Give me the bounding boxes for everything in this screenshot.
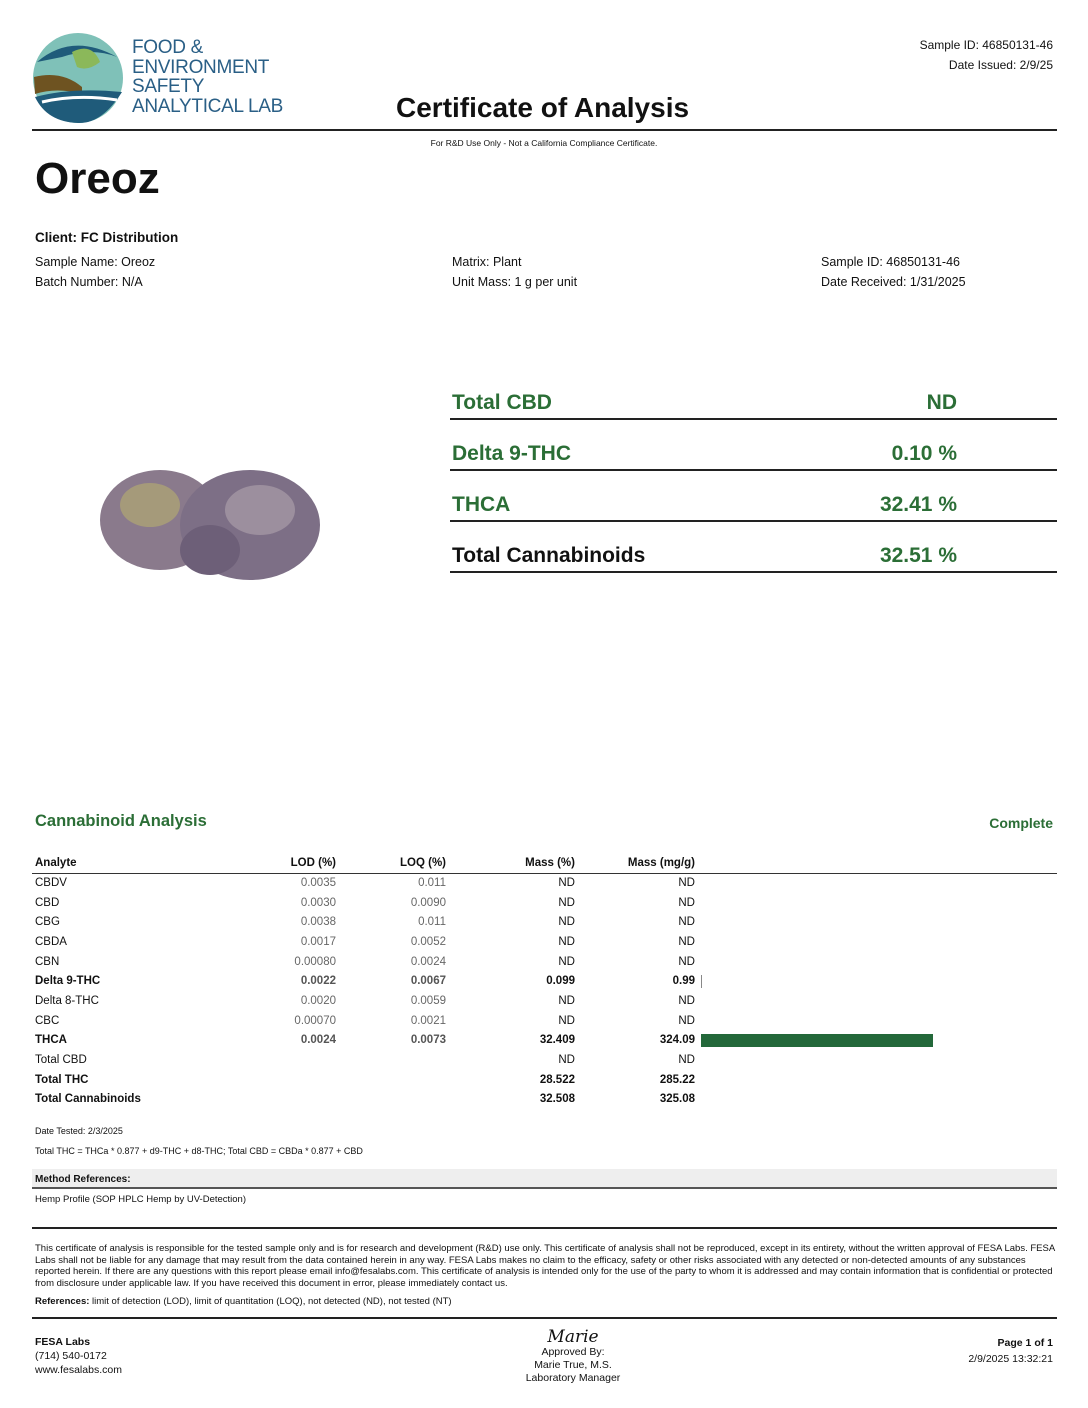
lod: 0.0030 — [300, 896, 336, 909]
analyte: Total THC — [35, 1073, 89, 1086]
loq: 0.0059 — [410, 994, 446, 1007]
analyte: CBDV — [35, 877, 67, 890]
lod: 0.0022 — [300, 975, 336, 988]
signature: Marie — [547, 1327, 599, 1347]
divider — [32, 1227, 1057, 1229]
analyte: Delta 9-THC — [35, 975, 101, 988]
disclaimer: This certificate of analysis is responsible for the tested sample only and is for research and development (R&D) use only. This certificate of analysis shall not be reproduced, except in its entirety, without the written approval of FESA Labs. FESA Labs shall not be liable for any damage that may result from the data contained herein in any way. FESA Labs makes no claim to the efficacy, safety or other risks associated with any detected or non-detected amounts of any substances reported herein. If there are any questions with this report please email info@fesalabs.com. This certificate of analysis is intended only for the use of the party to whom it is addressed and may contain information that is confidential or protected from disclosure under applicable law. If you have received this document in error, please immediately contact us. — [35, 1243, 1055, 1289]
loq: 0.0052 — [410, 935, 446, 948]
analyte: CBG — [35, 916, 60, 929]
loq — [336, 1070, 446, 1090]
analyte: CBD — [35, 896, 60, 909]
table-row — [32, 1050, 1057, 1070]
mass-mg: ND — [678, 1014, 695, 1027]
col-mass-pct: Mass (%) — [446, 854, 575, 873]
mass-mg: 285.22 — [659, 1073, 695, 1086]
mass-pct: ND — [558, 994, 575, 1007]
table-row — [32, 952, 1057, 972]
col-mass-mg: Mass (mg/g) — [575, 854, 695, 873]
product-name: Oreoz — [35, 154, 160, 203]
summary-label: Total Cannabinoids — [452, 544, 646, 567]
mass-bar — [701, 975, 702, 988]
header-meta — [920, 35, 1053, 75]
analyte: THCA — [35, 1034, 67, 1047]
loq: 0.0090 — [410, 896, 446, 909]
summary-label: Delta 9-THC — [452, 442, 572, 465]
analyte: Total Cannabinoids — [35, 1093, 141, 1106]
lab-logo-icon — [32, 32, 124, 124]
lod: 0.0017 — [300, 935, 336, 948]
loq: 0.011 — [418, 916, 446, 929]
references: References: limit of detection (LOD), limit of quantitation (LOQ), not detected (ND), not tested (NT) — [35, 1296, 452, 1307]
mass-mg: ND — [678, 935, 695, 948]
mass-pct: ND — [558, 955, 575, 968]
sample-name: Sample Name: Oreoz — [35, 255, 156, 269]
summary-label: THCA — [452, 493, 511, 516]
batch-number: Batch Number: N/A — [35, 275, 143, 289]
company-name: FESA Labs — [35, 1336, 91, 1348]
table-row — [32, 971, 1057, 991]
footer-approval — [473, 1328, 673, 1385]
mass-pct: ND — [558, 935, 575, 948]
col-analyte: Analyte — [32, 854, 212, 873]
method-references-header: Method References: — [32, 1169, 1057, 1189]
mass-mg: ND — [678, 916, 695, 929]
divider — [32, 129, 1057, 131]
summary-row — [450, 370, 1057, 420]
col-loq: LOQ (%) — [336, 854, 446, 873]
analyte: Delta 8-THC — [35, 994, 99, 1007]
loq: 0.0067 — [410, 975, 446, 988]
analysis-status: Complete — [989, 815, 1053, 831]
summary-label: Total CBD — [452, 391, 552, 414]
product-image — [90, 450, 335, 600]
mass-mg: ND — [678, 1054, 695, 1067]
client: Client: FC Distribution — [35, 230, 179, 245]
date-tested: Date Tested: 2/3/2025 — [35, 1126, 123, 1136]
analyte: CBDA — [35, 935, 67, 948]
matrix: Matrix: Plant — [452, 255, 522, 269]
date-received: Date Received: 1/31/2025 — [821, 275, 966, 289]
col-lod: LOD (%) — [212, 854, 336, 873]
mass-mg: 0.99 — [672, 975, 695, 988]
website[interactable]: www.fesalabs.com — [35, 1364, 122, 1376]
analyte: Total CBD — [35, 1054, 87, 1067]
mass-bar — [701, 1034, 933, 1047]
loq — [336, 1090, 446, 1110]
lod: 0.0038 — [300, 916, 336, 929]
summary-row — [450, 523, 1057, 573]
loq — [336, 1050, 446, 1070]
table-row — [32, 932, 1057, 952]
mass-mg: ND — [678, 955, 695, 968]
lab-logo-text: FOOD & ENVIRONMENT SAFETY ANALYTICAL LAB — [132, 37, 284, 117]
table-row — [32, 1070, 1057, 1090]
formula: Total THC = THCa * 0.877 + d9-THC + d8-THC; Total CBD = CBDa * 0.877 + CBD — [35, 1146, 363, 1156]
summary-value: 32.41 % — [879, 493, 957, 516]
table-header — [32, 854, 1057, 873]
approver-role: Laboratory Manager — [525, 1372, 621, 1384]
phone: (714) 540-0172 — [35, 1350, 107, 1362]
table-row — [32, 912, 1057, 932]
lod — [212, 1090, 336, 1110]
mass-mg: 324.09 — [659, 1034, 695, 1047]
mass-pct: 32.409 — [539, 1034, 575, 1047]
mass-pct: 28.522 — [539, 1073, 575, 1086]
page-number: Page 1 of 1 — [997, 1337, 1053, 1349]
print-timestamp: 2/9/2025 13:32:21 — [968, 1353, 1053, 1365]
loq: 0.0024 — [410, 955, 446, 968]
analyte: CBC — [35, 1014, 60, 1027]
analyte: CBN — [35, 955, 60, 968]
lod: 0.0035 — [300, 877, 336, 890]
table-row — [32, 1090, 1057, 1110]
loq: 0.011 — [418, 877, 446, 890]
mass-pct: ND — [558, 916, 575, 929]
summary-value: 0.10 % — [891, 442, 957, 465]
summary-row — [450, 472, 1057, 522]
mass-mg: ND — [678, 994, 695, 1007]
table-row — [32, 893, 1057, 913]
mass-mg: ND — [678, 896, 695, 909]
mass-pct: 0.099 — [546, 975, 575, 988]
unit-mass: Unit Mass: 1 g per unit — [452, 275, 578, 289]
divider — [32, 1317, 1057, 1319]
table-row — [32, 1031, 1057, 1051]
approved-by: Approved By: — [541, 1346, 605, 1358]
loq: 0.0021 — [410, 1014, 446, 1027]
lod — [212, 1070, 336, 1090]
header-sample-id: Sample ID: 46850131-46 — [919, 38, 1053, 52]
mass-pct: ND — [558, 1014, 575, 1027]
mass-mg: 325.08 — [659, 1093, 695, 1106]
mass-mg: ND — [678, 877, 695, 890]
col-bar — [695, 854, 1057, 873]
summary-row — [450, 421, 1057, 471]
summary-value: 32.51 % — [879, 544, 957, 567]
mass-pct: ND — [558, 1054, 575, 1067]
mass-pct: 32.508 — [539, 1093, 575, 1106]
mass-pct: ND — [558, 877, 575, 890]
lod: 0.00070 — [294, 1014, 336, 1027]
table-row — [32, 1011, 1057, 1031]
lod: 0.0024 — [300, 1034, 336, 1047]
loq: 0.0073 — [410, 1034, 446, 1047]
sample-id: Sample ID: 46850131-46 — [821, 255, 960, 269]
page-title: Certificate of Analysis — [396, 92, 690, 123]
compliance-note: For R&D Use Only - Not a California Compliance Certificate. — [430, 138, 658, 148]
cannabinoid-table — [32, 854, 1057, 1109]
approver: Marie True, M.S. — [534, 1359, 612, 1371]
table-row — [32, 991, 1057, 1011]
footer-company — [35, 1335, 122, 1377]
lod — [212, 1050, 336, 1070]
footer-page — [968, 1335, 1053, 1367]
date-issued: Date Issued: 2/9/25 — [948, 58, 1053, 72]
sample-info-col3 — [821, 252, 966, 292]
lod: 0.00080 — [294, 955, 336, 968]
method-text: Hemp Profile (SOP HPLC Hemp by UV-Detection) — [35, 1194, 247, 1205]
sample-info-col1 — [35, 252, 155, 292]
analysis-title: Cannabinoid Analysis — [35, 812, 207, 830]
sample-info-col2 — [452, 252, 577, 292]
mass-pct: ND — [558, 896, 575, 909]
summary-value: ND — [926, 391, 957, 414]
lod: 0.0020 — [300, 994, 336, 1007]
table-row — [32, 873, 1057, 893]
